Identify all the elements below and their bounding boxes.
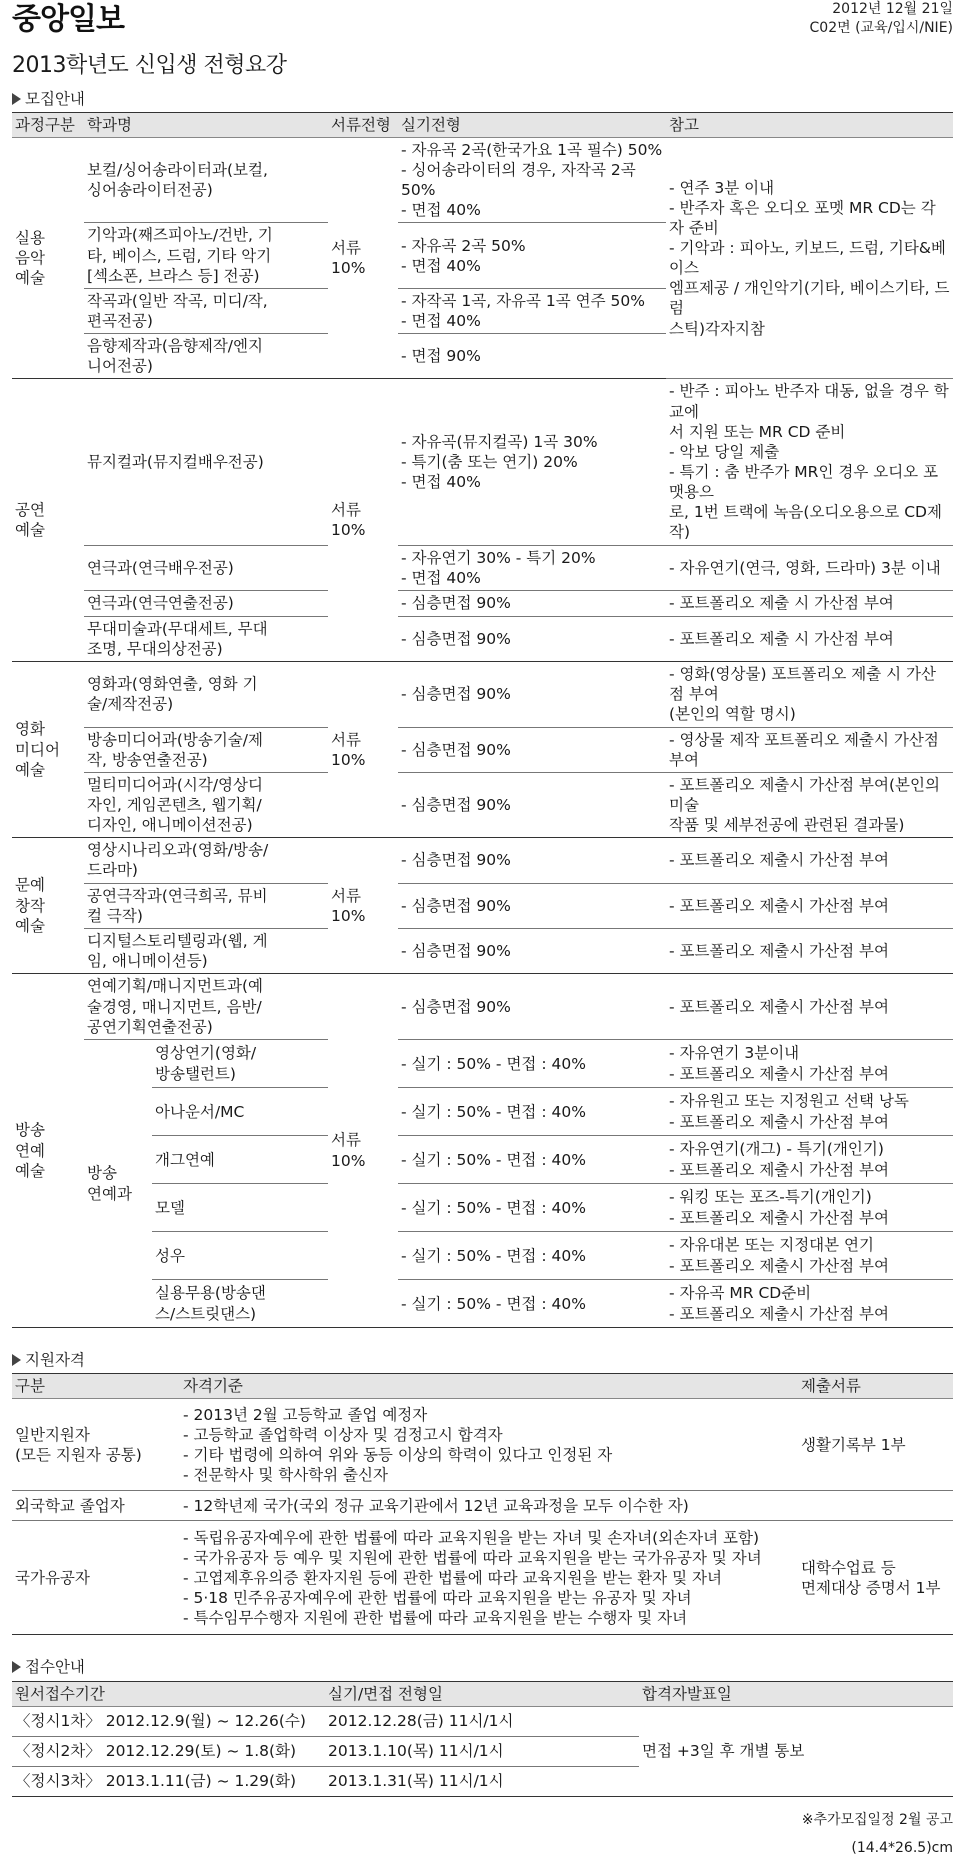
major-cell: 영상연기(영화/ 방송탤런트)	[152, 1040, 328, 1088]
skill-cell: - 실기 : 50% - 면접 : 40%	[398, 1184, 666, 1232]
major-cell: 실용무용(방송댄 스/스트릿댄스)	[152, 1280, 328, 1328]
application-period: 〈정시2차〉 2012.12.29(토) ~ 1.8(화)	[12, 1736, 325, 1766]
document-cell: 서류 10%	[328, 137, 398, 379]
note-cell: - 자유원고 또는 지정원고 선택 낭독 - 포트폴리오 제출시 가산점 부여	[666, 1088, 953, 1136]
category-cell: 문예 창작 예술	[12, 838, 84, 974]
major-cell: 연극과(연극배우전공)	[84, 545, 328, 590]
header-documents: 제출서류	[798, 1374, 953, 1399]
eligibility-heading: 지원자격	[12, 1350, 953, 1370]
major-cell: 연극과(연극연출전공)	[84, 590, 328, 616]
skill-cell: - 심층면접 90%	[398, 772, 666, 837]
additional-schedule-note: ※추가모집일정 2월 공고	[801, 1811, 953, 1828]
publication-date: 2012년 12월 21일	[832, 1, 953, 17]
skill-cell: - 심층면접 90%	[398, 928, 666, 973]
header-result-date: 합격자발표일	[639, 1681, 953, 1706]
application-table	[12, 1681, 953, 1797]
eligibility-type: 국가유공자	[12, 1521, 180, 1635]
eligibility-criteria: - 독립유공자예우에 관한 법률에 따라 교육지원을 받는 자녀 및 손자녀(외손자녀 포함) - 국가유공자 등 예우 및 지원에 관한 법률에 따라 교육지원을 받는 국가유공자 및 자녀 - 고엽제후유의증 환자지원 등에 관한 법률에 따라 교육지원을 받는 환자 및 자녀 - 5·18 민주유공자예우에 관한 법률에 따라 교육지원을 받는 유공자 및 자녀 - 특수임무수행자 지원에 관한 법률에 따라 교육지원을 받는 수행자 및 자녀	[180, 1521, 798, 1635]
major-cell: 멀티미디어과(시각/영상디 자인, 게임콘텐츠, 웹기획/ 디자인, 애니메이션전공)	[84, 772, 328, 837]
eligibility-table	[12, 1373, 953, 1635]
application-result: 면접 +3일 후 개별 통보	[639, 1706, 953, 1796]
document-cell: 서류 10%	[328, 379, 398, 662]
note-cell: - 영상물 제작 포트폴리오 제출시 가산점 부여	[666, 727, 953, 772]
header-major: 학과명	[84, 112, 328, 137]
triangle-bullet-icon	[12, 93, 21, 105]
major-cell: 영화과(영화연출, 영화 기 술/제작전공)	[84, 662, 328, 727]
skill-cell: - 심층면접 90%	[398, 590, 666, 616]
skill-cell: - 심층면접 90%	[398, 974, 666, 1040]
skill-cell: - 심층면접 90%	[398, 883, 666, 928]
note-cell: - 포트폴리오 제출시 가산점 부여	[666, 928, 953, 973]
application-exam: 2013.1.10(목) 11시/1시	[325, 1736, 639, 1766]
major-cell: 음향제작과(음향제작/엔지 니어전공)	[84, 334, 328, 379]
eligibility-documents: 생활기록부 1부	[798, 1399, 953, 1491]
note-cell: - 연주 3분 이내 - 반주자 혹은 오디오 포멧 MR CD는 각자 준비 - 기악과 : 피아노, 키보드, 드럼, 기타&베이스 엠프제공 / 개인악기(기타, 베이스기타, 드럼 스틱)각자지참	[666, 137, 953, 379]
major-cell: 작곡과(일반 작곡, 미디/작, 편곡전공)	[84, 288, 328, 333]
application-header-row	[12, 1681, 953, 1706]
triangle-bullet-icon	[12, 1661, 21, 1673]
note-cell: - 반주 : 피아노 반주자 대동, 없을 경우 학교에 서 지원 또는 MR CD 준비 - 악보 당일 제출 - 특기 : 춤 반주가 MR인 경우 오디오 포맷용으 로, 1번 트랙에 녹음(오디오용으로 CD제작)	[666, 379, 953, 545]
eligibility-criteria: - 12학년제 국가(국외 정규 교육기관에서 12년 교육과정을 모두 이수한 자)	[180, 1491, 798, 1521]
publication-info	[810, 0, 953, 38]
major-cell: 아나운서/MC	[152, 1088, 328, 1136]
skill-cell: - 실기 : 50% - 면접 : 40%	[398, 1040, 666, 1088]
article-size-note: (14.4*26.5)cm	[851, 1839, 953, 1856]
subcategory-cell: 방송 연예과	[84, 1040, 152, 1328]
note-cell: - 포트폴리오 제출시 가산점 부여(본인의 미술 작품 및 세부전공에 관련된 결과물)	[666, 772, 953, 837]
note-cell: - 자유연기(개그) - 특기(개인기) - 포트폴리오 제출시 가산점 부여	[666, 1136, 953, 1184]
note-cell: - 포트폴리오 제출 시 가산점 부여	[666, 590, 953, 616]
major-cell: 보컬/싱어송라이터과(보컬, 싱어송라이터전공)	[84, 137, 328, 223]
eligibility-documents: 대학수업료 등 면제대상 증명서 1부	[798, 1521, 953, 1635]
group-performing-arts	[12, 379, 953, 662]
category-cell: 공연 예술	[12, 379, 84, 662]
skill-cell: - 실기 : 50% - 면접 : 40%	[398, 1232, 666, 1280]
triangle-bullet-icon	[12, 1354, 21, 1366]
eligibility-criteria: - 2013년 2월 고등학교 졸업 예정자 - 고등학교 졸업학력 이상자 및 검정고시 합격자 - 기타 법령에 의하여 위와 동등 이상의 학력이 있다고 인정된 자 - 전문학사 및 학사학위 출신자	[180, 1399, 798, 1491]
note-cell: - 자유곡 MR CD준비 - 포트폴리오 제출시 가산점 부여	[666, 1280, 953, 1328]
skill-cell: - 심층면접 90%	[398, 616, 666, 661]
major-cell: 뮤지컬과(뮤지컬배우전공)	[84, 379, 328, 545]
application-row	[12, 1706, 953, 1736]
major-cell: 개그연예	[152, 1136, 328, 1184]
major-cell: 공연극작과(연극희곡, 뮤비 컬 극작)	[84, 883, 328, 928]
major-cell: 연예기획/매니지먼트과(예 술경영, 매니지먼트, 음반/ 공연기획연출전공)	[84, 974, 328, 1040]
major-cell: 무대미술과(무대세트, 무대 조명, 무대의상전공)	[84, 616, 328, 661]
skill-cell: - 자유연기 30% - 특기 20% - 면접 40%	[398, 545, 666, 590]
major-cell: 디지털스토리텔링과(웹, 게 임, 애니메이션등)	[84, 928, 328, 973]
note-cell: - 워킹 또는 포즈-특기(개인기) - 포트폴리오 제출시 가산점 부여	[666, 1184, 953, 1232]
group-film-media	[12, 662, 953, 838]
category-cell: 실용 음악 예술	[12, 137, 84, 379]
note-cell: - 자유대본 또는 지정대본 연기 - 포트폴리오 제출시 가산점 부여	[666, 1232, 953, 1280]
header-skill: 실기전형	[398, 112, 666, 137]
skill-cell: - 자유곡(뮤지컬곡) 1곡 30% - 특기(춤 또는 연기) 20% - 면접 40%	[398, 379, 666, 545]
newspaper-logo: 중앙일보	[12, 2, 124, 37]
skill-cell: - 자작곡 1곡, 자유곡 1곡 연주 50% - 면접 40%	[398, 288, 666, 333]
document-cell: 서류 10%	[328, 838, 398, 974]
document-cell: 서류 10%	[328, 974, 398, 1328]
skill-cell: - 심층면접 90%	[398, 727, 666, 772]
application-period: 〈정시3차〉 2013.1.11(금) ~ 1.29(화)	[12, 1766, 325, 1796]
application-exam: 2013.1.31(목) 11시/1시	[325, 1766, 639, 1796]
major-cell: 기악과(째즈피아노/건반, 기 타, 베이스, 드럼, 기타 악기 [섹소폰, 브라스 등] 전공)	[84, 223, 328, 288]
application-exam: 2012.12.28(금) 11시/1시	[325, 1706, 639, 1736]
note-cell: - 포트폴리오 제출시 가산점 부여	[666, 883, 953, 928]
header-type: 구분	[12, 1374, 180, 1399]
skill-cell: - 실기 : 50% - 면접 : 40%	[398, 1088, 666, 1136]
publication-section: C02면 (교육/입시/NIE)	[809, 19, 953, 36]
recruit-header-row	[12, 112, 953, 137]
major-cell: 방송미디어과(방송기술/제 작, 방송연출전공)	[84, 727, 328, 772]
category-cell: 방송 연예 예술	[12, 974, 84, 1328]
note-cell: - 자유연기(연극, 영화, 드라마) 3분 이내	[666, 545, 953, 590]
header-category: 과정구분	[12, 112, 84, 137]
eligibility-header-row	[12, 1374, 953, 1399]
document-title: 2013학년도 신입생 전형요강	[12, 53, 287, 78]
masthead	[12, 0, 953, 38]
skill-cell: - 심층면접 90%	[398, 662, 666, 727]
skill-cell: - 실기 : 50% - 면접 : 40%	[398, 1280, 666, 1328]
header-criteria: 자격기준	[180, 1374, 798, 1399]
header-period: 원서접수기간	[12, 1681, 325, 1706]
application-heading: 접수안내	[12, 1657, 953, 1677]
group-creative-writing	[12, 838, 953, 974]
header-document: 서류전형	[328, 112, 398, 137]
note-cell: - 자유연기 3분이내 - 포트폴리오 제출시 가산점 부여	[666, 1040, 953, 1088]
category-cell: 영화 미디어 예술	[12, 662, 84, 838]
major-cell: 성우	[152, 1232, 328, 1280]
major-cell: 영상시나리오과(영화/방송/ 드라마)	[84, 838, 328, 883]
skill-cell: - 면접 90%	[398, 334, 666, 379]
recruit-heading: 모집안내	[12, 89, 953, 109]
eligibility-type: 일반지원자 (모든 지원자 공통)	[12, 1399, 180, 1491]
note-cell: - 포트폴리오 제출시 가산점 부여	[666, 838, 953, 883]
application-period: 〈정시1차〉 2012.12.9(월) ~ 12.26(수)	[12, 1706, 325, 1736]
skill-cell: - 실기 : 50% - 면접 : 40%	[398, 1136, 666, 1184]
group-broadcast-entertainment	[12, 974, 953, 1328]
skill-cell: - 자유곡 2곡 50% - 면접 40%	[398, 223, 666, 288]
note-cell: - 영화(영상물) 포트폴리오 제출 시 가산점 부여 (본인의 역할 명시)	[666, 662, 953, 727]
note-cell: - 포트폴리오 제출 시 가산점 부여	[666, 616, 953, 661]
eligibility-documents	[798, 1491, 953, 1521]
skill-cell: - 심층면접 90%	[398, 838, 666, 883]
eligibility-type: 외국학교 졸업자	[12, 1491, 180, 1521]
major-cell: 모델	[152, 1184, 328, 1232]
document-cell: 서류 10%	[328, 662, 398, 838]
skill-cell: - 자유곡 2곡(한국가요 1곡 필수) 50% - 싱어송라이터의 경우, 자작곡 2곡 50% - 면접 40%	[398, 137, 666, 223]
recruit-table	[12, 112, 953, 1328]
group-practical-music	[12, 137, 953, 379]
header-note: 참고	[666, 112, 953, 137]
header-exam-date: 실기/면접 전형일	[325, 1681, 639, 1706]
note-cell: - 포트폴리오 제출시 가산점 부여	[666, 974, 953, 1040]
